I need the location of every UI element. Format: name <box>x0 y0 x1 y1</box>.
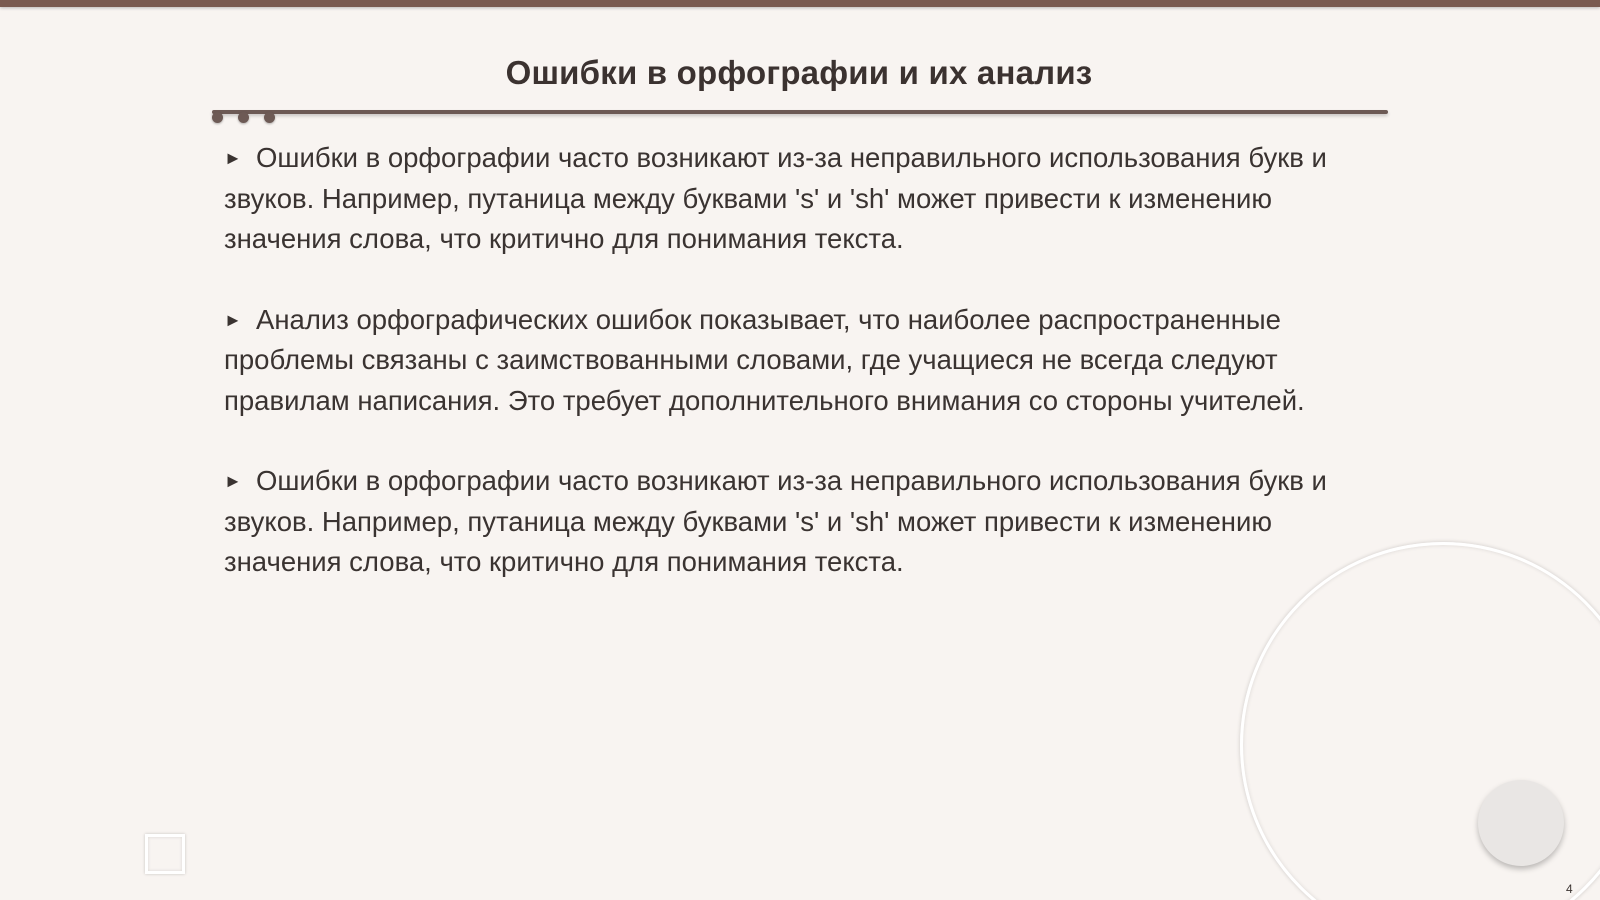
bullet-item <box>224 138 1384 260</box>
bullet-text: Анализ орфографических ошибок показывает, что наиболее распространенные проблемы связаны с заимствованными словами, где учащиеся не всегда следуют правилам написания. Это требует дополнительного внимания со стороны учителей. <box>224 303 1305 416</box>
triangle-bullet-icon: ► <box>224 309 242 330</box>
bullet-item <box>224 461 1384 583</box>
decorative-square <box>145 834 185 874</box>
slide-title: Ошибки в орфографии и их анализ <box>505 54 1093 91</box>
bullet-text: Ошибки в орфографии часто возникают из-за неправильного использования букв и звуков. Например, путаница между буквами 's' и 'sh' может привести к изменению значения слова, что критично для понимания текста. <box>224 465 1327 577</box>
title-underline <box>212 110 1388 114</box>
decorative-dot <box>264 112 275 123</box>
top-accent-bar <box>0 0 1600 7</box>
bullet-list <box>224 138 1384 623</box>
decorative-dot <box>212 112 223 123</box>
decorative-dot <box>238 112 249 123</box>
triangle-bullet-icon: ► <box>224 148 242 168</box>
triangle-bullet-icon: ► <box>224 471 242 491</box>
bullet-text: Ошибки в орфографии часто возникают из-за неправильного использования букв и звуков. Например, путаница между буквами 's' и 'sh' может привести к изменению значения слова, что критично для понимания текста. <box>224 142 1327 254</box>
decorative-disc <box>1478 780 1564 866</box>
bullet-item <box>224 300 1384 422</box>
page-number: 4 <box>1566 882 1573 896</box>
